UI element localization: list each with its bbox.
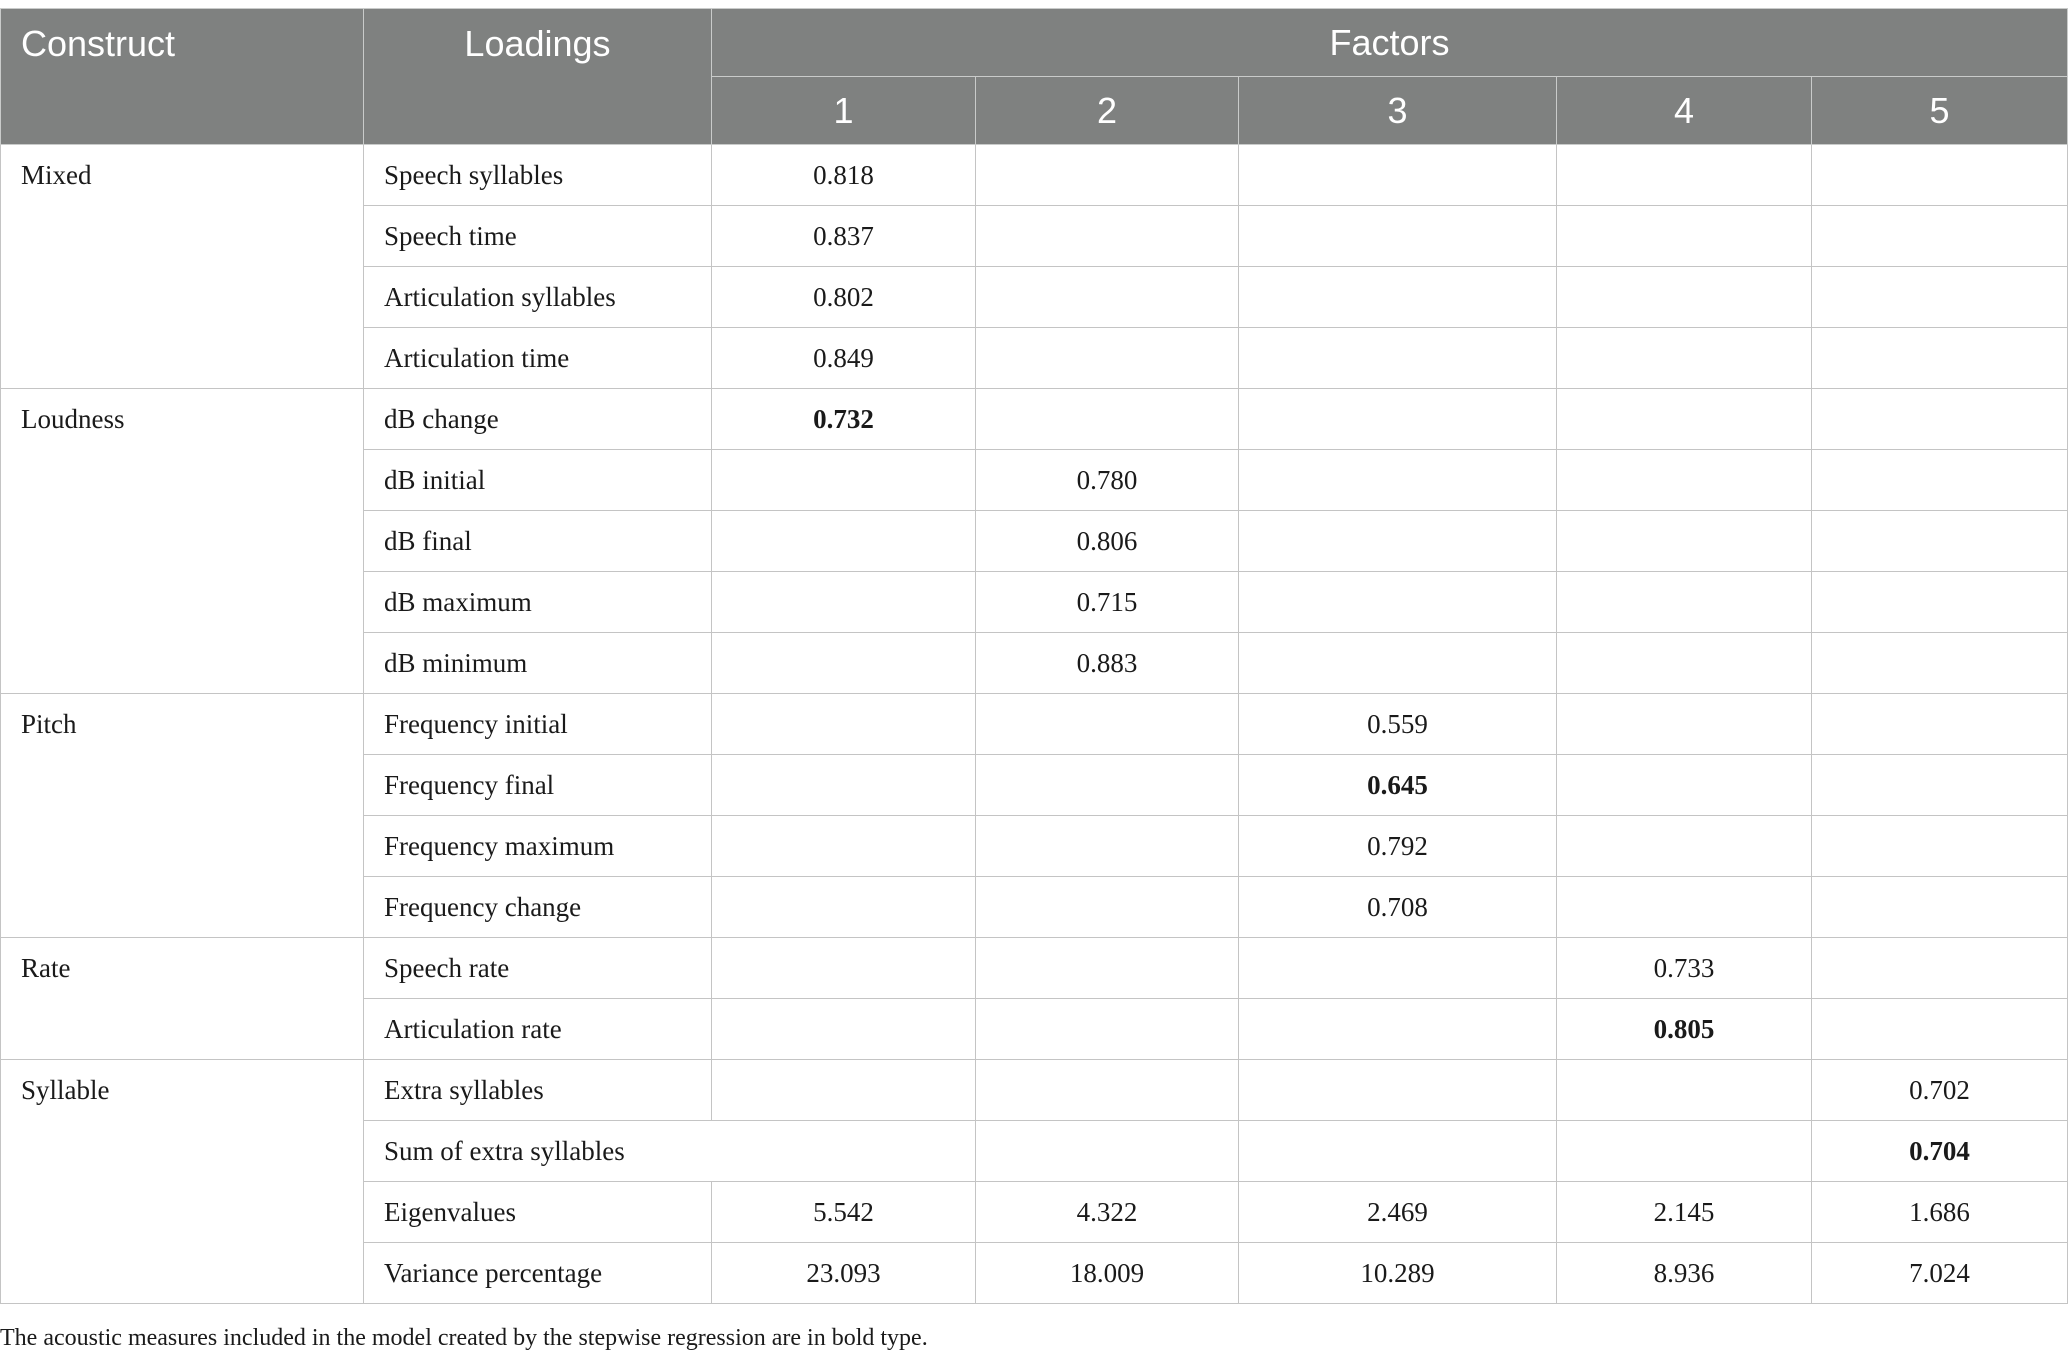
- loading-value: 0.802: [712, 267, 976, 328]
- eigenvalue: 5.542: [712, 1182, 976, 1243]
- header-factor-2: 2: [976, 77, 1239, 145]
- eigenvalues-label: Eigenvalues: [364, 1182, 712, 1243]
- row-label: dB minimum: [364, 633, 712, 694]
- row-label: Frequency final: [364, 755, 712, 816]
- loading-value: 0.818: [712, 145, 976, 206]
- row-label: dB maximum: [364, 572, 712, 633]
- table-row: [1, 145, 2068, 206]
- row-label: dB change: [364, 389, 712, 450]
- loading-value: 0.849: [712, 328, 976, 389]
- table-row: [1, 694, 2068, 755]
- page: [0, 8, 2068, 1304]
- construct-mixed: Mixed: [1, 145, 364, 389]
- row-label: Articulation syllables: [364, 267, 712, 328]
- loading-value: 0.559: [1239, 694, 1557, 755]
- eigenvalue: 1.686: [1812, 1182, 2068, 1243]
- table-footnote: The acoustic measures included in the model created by the stepwise regression are in bold type.: [0, 1325, 928, 1351]
- row-label: Speech rate: [364, 938, 712, 999]
- loading-value-bold: 0.732: [712, 389, 976, 450]
- variance-value: 8.936: [1557, 1243, 1812, 1304]
- row-label: Frequency maximum: [364, 816, 712, 877]
- variance-value: 7.024: [1812, 1243, 2068, 1304]
- variance-value: 18.009: [976, 1243, 1239, 1304]
- loading-value: 0.883: [976, 633, 1239, 694]
- construct-pitch: Pitch: [1, 694, 364, 938]
- header-factors: Factors: [712, 9, 2068, 77]
- construct-loudness: Loudness: [1, 389, 364, 694]
- loading-value: 0.780: [976, 450, 1239, 511]
- eigenvalue: 2.145: [1557, 1182, 1812, 1243]
- header-factor-4: 4: [1557, 77, 1812, 145]
- loading-value: 0.733: [1557, 938, 1812, 999]
- header-loadings: Loadings: [364, 9, 712, 145]
- header-factor-3: 3: [1239, 77, 1557, 145]
- loading-value: 0.715: [976, 572, 1239, 633]
- loading-value-bold: 0.704: [1812, 1121, 2068, 1182]
- loading-value: 0.792: [1239, 816, 1557, 877]
- variance-value: 10.289: [1239, 1243, 1557, 1304]
- construct-syllable: Syllable: [1, 1060, 364, 1304]
- loading-value-bold: 0.805: [1557, 999, 1812, 1060]
- loading-value: 0.708: [1239, 877, 1557, 938]
- variance-value: 23.093: [712, 1243, 976, 1304]
- header-construct: Construct: [1, 9, 364, 145]
- header-factor-5: 5: [1812, 77, 2068, 145]
- row-label: dB initial: [364, 450, 712, 511]
- header-factor-1: 1: [712, 77, 976, 145]
- loading-value-bold: 0.645: [1239, 755, 1557, 816]
- loading-value: 0.702: [1812, 1060, 2068, 1121]
- eigenvalue: 4.322: [976, 1182, 1239, 1243]
- variance-label: Variance percentage: [364, 1243, 712, 1304]
- row-label: Articulation time: [364, 328, 712, 389]
- row-label: Sum of extra syllables: [364, 1121, 976, 1182]
- row-label: Speech syllables: [364, 145, 712, 206]
- row-label: dB final: [364, 511, 712, 572]
- table-row: [1, 1060, 2068, 1121]
- row-label: Frequency initial: [364, 694, 712, 755]
- factor-loadings-table: [0, 8, 2068, 1304]
- loading-value: 0.837: [712, 206, 976, 267]
- table-row: [1, 938, 2068, 999]
- row-label: Frequency change: [364, 877, 712, 938]
- eigenvalue: 2.469: [1239, 1182, 1557, 1243]
- construct-rate: Rate: [1, 938, 364, 1060]
- row-label: Extra syllables: [364, 1060, 712, 1121]
- loading-value: 0.806: [976, 511, 1239, 572]
- row-label: Articulation rate: [364, 999, 712, 1060]
- row-label: Speech time: [364, 206, 712, 267]
- table-row: [1, 389, 2068, 450]
